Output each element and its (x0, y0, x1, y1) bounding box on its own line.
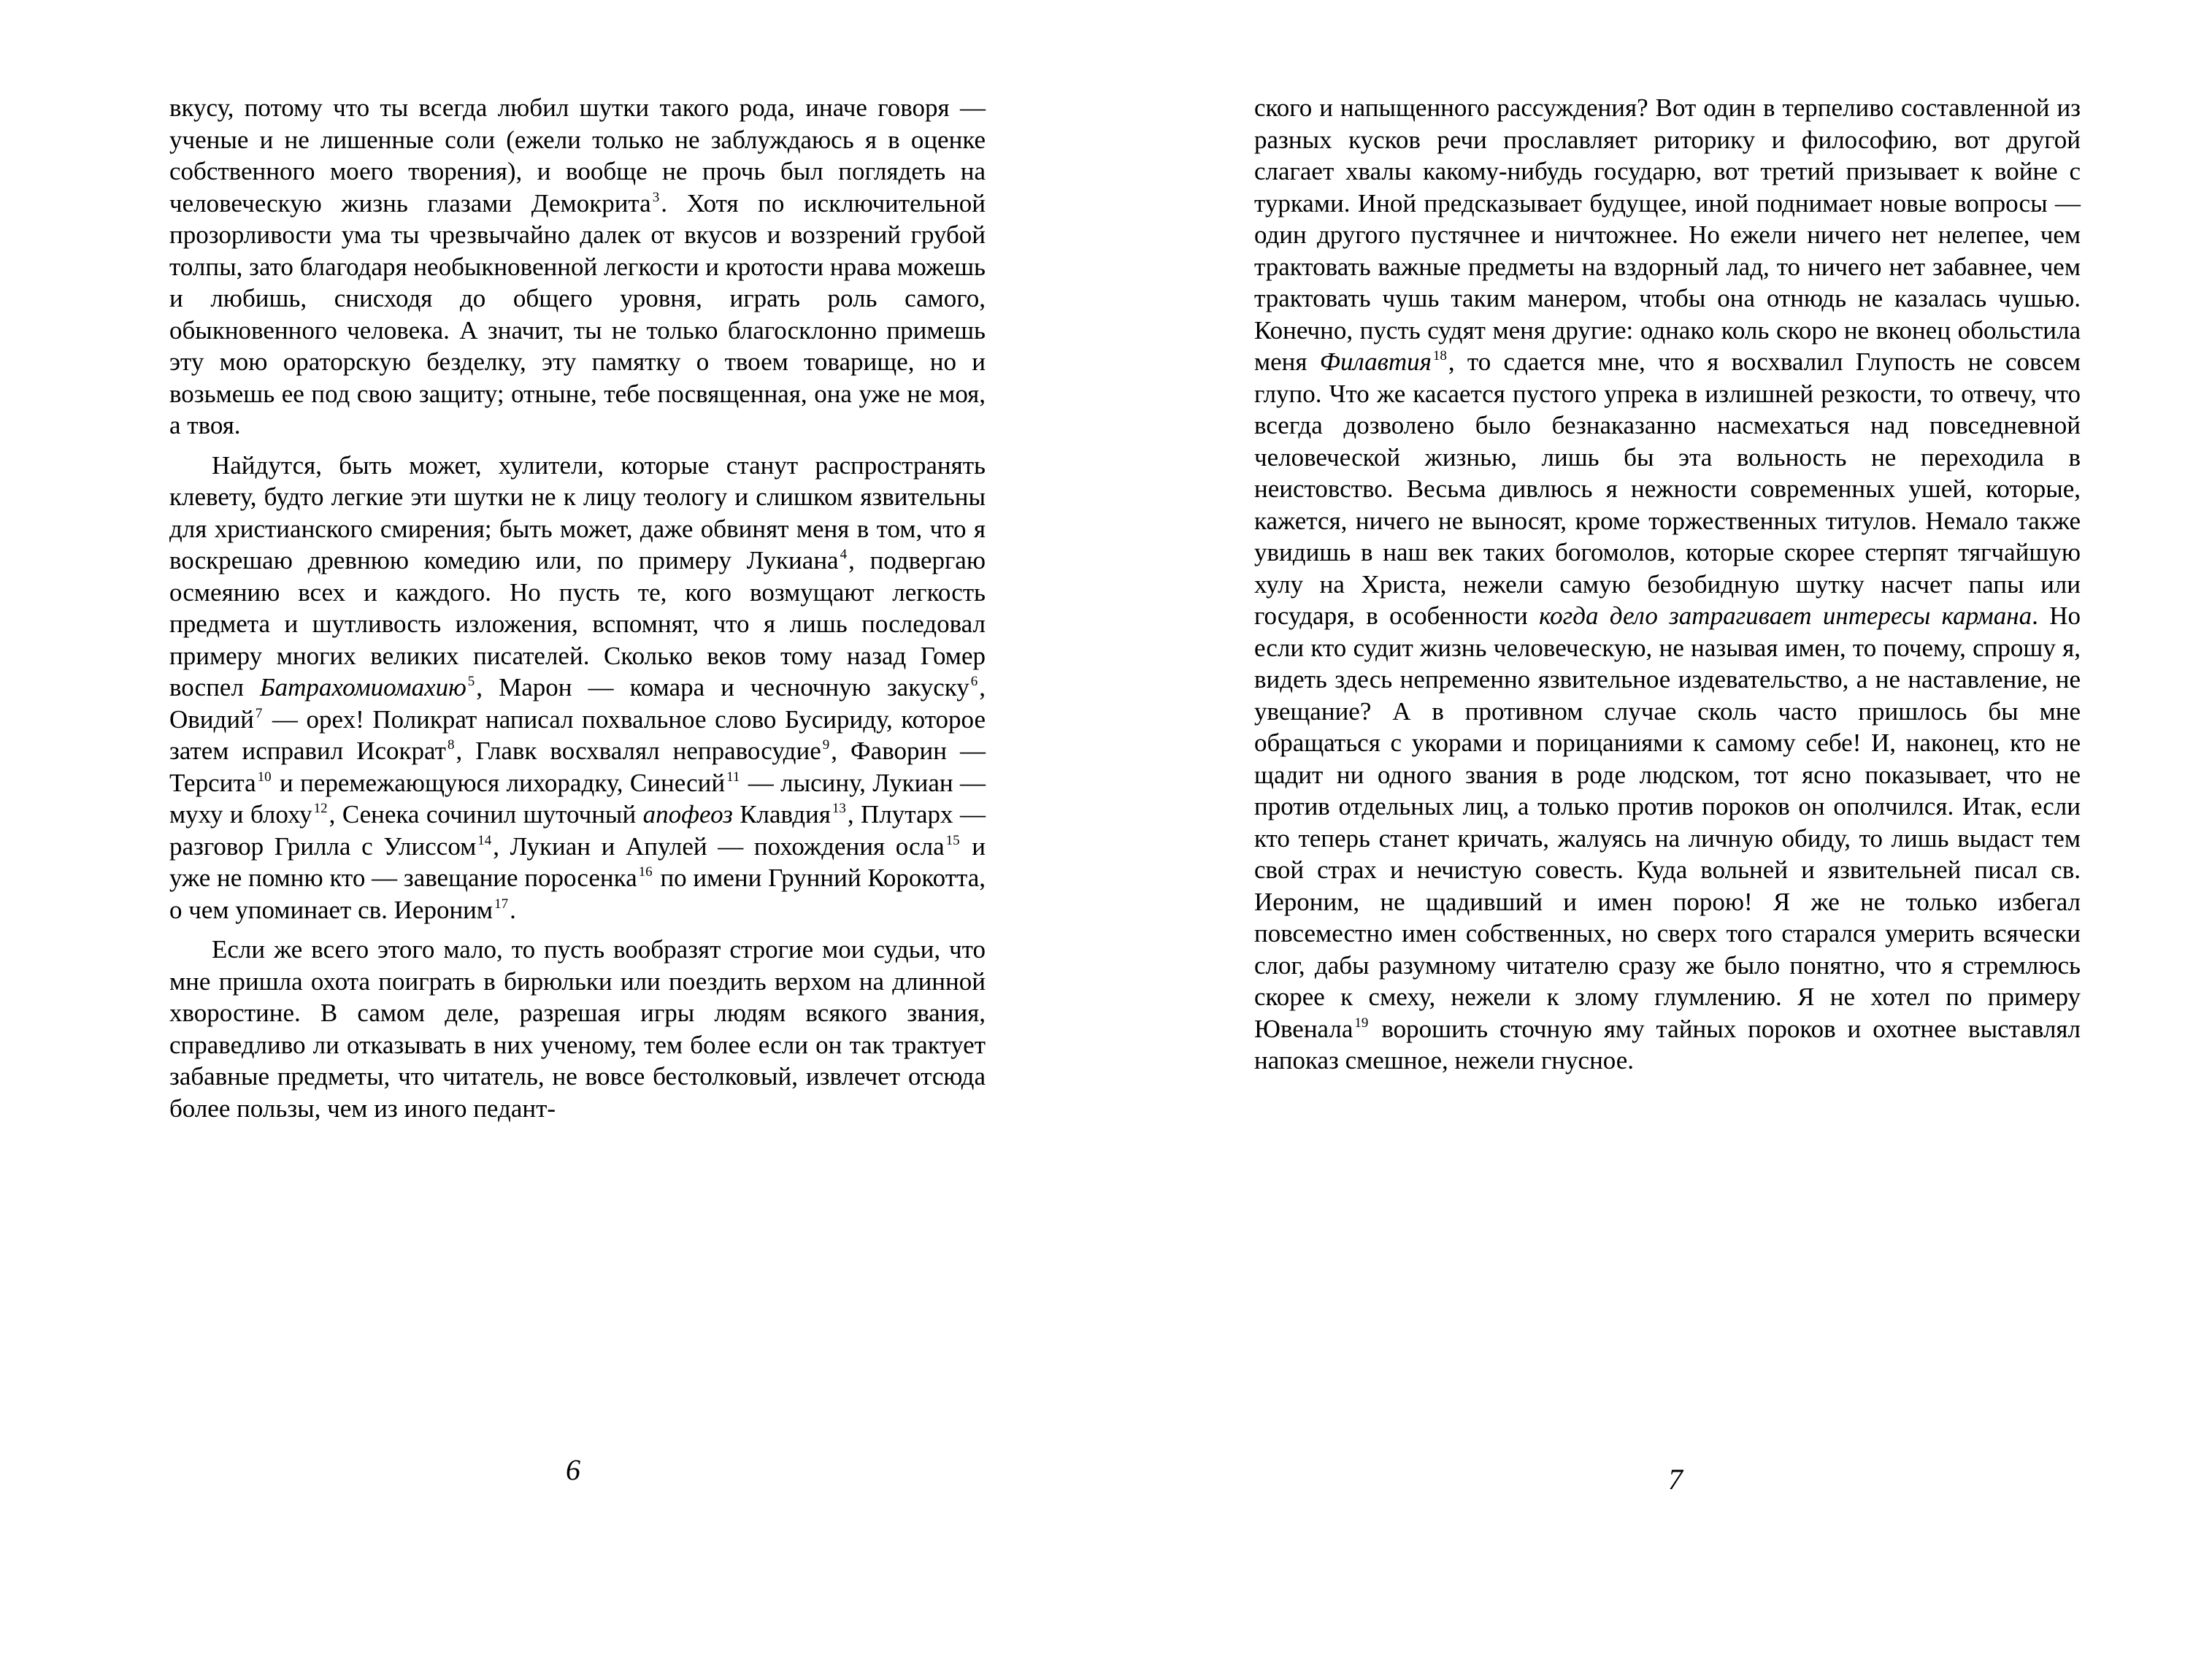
text-span: . Но если кто судит жизнь человеческую, не называя имен, то почему, спрошу я, видеть здесь непременно язвительное издевательство, а не наставление, не увещание? А в противном случае сколь часто пришлось бы мне обращаться с укорами и порицаниями к самому себе! И, наконец, кто не щадит ни одного звания в роде людском, тот ясно показывает, что не против отдельных лиц, а только против пороков он ополчился. Итак, если кто теперь станет кричать, жалуясь на личную обиду, то лишь выдаст тем свой страх и нечистую совесть. Куда вольней и язвительней писал св. Иероним, не щадивший и имен порою! Я же не только избегал повсеместно имен собственных, но сверх того старался умерить всячески слог, дабы разумному читателю сразу же было понятно, что я стремлюсь скорее к смеху, нежели к злому глумлению. Я не хотел по примеру Ювенала (1254, 601, 2081, 1043)
text-span: , подвергаю осмеянию всех и каждого. Но пусть те, кого возмущают легкость предмета и шутливость изложения, вспомнят, что я лишь последовал примеру многих великих писателей. Сколько веков тому назад Гомер воспел (169, 546, 986, 701)
italic-name: Филавтия (1319, 347, 1432, 376)
text-span: . (510, 895, 516, 924)
text-span: и перемежающуюся лихорадку, Синесий (272, 768, 726, 797)
footnote-ref: 19 (1354, 1015, 1369, 1031)
text-span: — лысину, Лукиан — муху и блоху (169, 768, 986, 829)
italic-word: апофеоз (642, 800, 733, 829)
right-paragraph-1 (1254, 92, 2081, 1077)
text-span: вкусу, потому что ты всегда любил шутки такого рода, иначе говоря — ученые и не лишенные соли (ежели только не заблуждаюсь я в оценке собственного моего творения), и вообще не прочь был поглядеть на человеческую жизнь глазами Демокрита (169, 93, 986, 218)
footnote-ref: 12 (313, 801, 328, 816)
right-page (1254, 92, 2081, 1077)
text-span: ворошить сточную яму тайных пороков и охотнее выставлял напоказ смешное, нежели гнусное. (1254, 1014, 2081, 1075)
footnote-ref: 7 (255, 705, 263, 721)
footnote-ref: 14 (477, 832, 492, 848)
text-span: по имени Грунний Корокотта, о чем упоминает св. Иероним (169, 864, 986, 924)
italic-phrase: когда дело затрагивает интересы кармана (1539, 601, 2032, 630)
footnote-ref: 11 (726, 769, 740, 785)
text-span: , то сдается мне, что я восхвалил Глупость не совсем глупо. Что же касается пустого упрека в излишней резкости, то отвечу, что всегда дозволено было безнаказанно насмехаться над повседневной человеческой жизнью, лишь бы эта вольность не переходила в неистовство. Весьма дивлюсь я нежности современных ушей, которые, кажется, ничего не выносят, кроме торжественных титулов. Немало также увидишь в наш век таких богомолов, которые скорее стерпят тягчайшую хулу на Христа, нежели самую безобидную шутку насчет папы или государя, в особенности (1254, 347, 2081, 630)
text-span: , Плутарх — разговор Грилла с Улиссом (169, 800, 986, 861)
text-span: , Овидий (169, 673, 986, 734)
footnote-ref: 8 (447, 737, 455, 753)
footnote-ref: 5 (467, 674, 475, 689)
text-span: Найдутся, быть может, хулители, которые станут распространять клевету, будто легкие эти шутки не к лицу теологу и слишком язвительны для христианского смирения; быть может, даже обвинят меня в том, что я воскрешаю древнюю комедию или, по примеру Лукиана (169, 450, 986, 574)
text-span: . Хотя по исключительной прозорливости ума ты чрезвычайно далек от вкусов и воззрений грубой толпы, зато благодаря необыкновенной легкости и кротости нрава можешь и любишь, снисходя до общего уровня, играть роль самого, обыкновенного человека. А значит, ты не только благосклонно примешь эту мою ораторскую безделку, эту памятку о твоем товарище, но и возьмешь ее под свою защиту; отныне, тебе посвященная, она уже не моя, а твоя. (169, 188, 986, 439)
text-span: , Главк восхвалял неправосудие (456, 737, 821, 765)
text-span: , Марон — комара и чесночную закуску (476, 673, 969, 701)
footnote-ref: 13 (832, 801, 846, 816)
text-span: , Сенека сочинил шуточный (329, 800, 643, 829)
footnote-ref: 6 (970, 674, 978, 689)
left-page-number: 6 (566, 1453, 580, 1486)
left-paragraph-2 (169, 450, 986, 926)
text-span: и уже не помню кто — завещание поросенка (169, 831, 986, 892)
text-span: , Лукиан и Апулей — похождения осла (493, 831, 945, 861)
text-span: ского и напыщенного рассуждения? Вот один в терпеливо составленной из разных кусков речи прославляет риторику и философию, вот другой слагает хвалы какому-нибудь государю, вот третий призывает к войне с турками. Иной предсказывает будущее, иной поднимает новые вопросы — один другого пустячнее и ничтожнее. Но ежели ничего нет нелепее, чем трактовать важные предметы на вздорный лад, то ничего нет забавнее, чем трактовать чушь таким манером, чтобы она отнюдь не казалась чушью. Конечно, пусть судят меня другие: однако коль скоро не вконец обольстила меня (1254, 93, 2081, 376)
right-page-number: 7 (1668, 1463, 1683, 1496)
footnote-ref: 16 (638, 864, 653, 880)
left-paragraph-3 (169, 934, 986, 1124)
footnote-ref: 18 (1432, 348, 1447, 364)
text-span: Если же всего этого мало, то пусть вообразят строгие мои судьи, что мне пришла охота поиграть в бирюльки или поездить верхом на длинной хворостине. В самом деле, разрешая игры людям всякого звания, справедливо ли отказывать в них ученому, тем более если он так трактует забавные предметы, что читатель, не вовсе бестолковый, извлечет отсюда более пользы, чем из иного педант- (169, 935, 986, 1123)
footnote-ref: 10 (257, 769, 272, 785)
footnote-ref: 15 (945, 832, 960, 848)
footnote-ref: 3 (652, 189, 660, 205)
text-span: , Фаворин — Терсита (169, 737, 986, 797)
left-paragraph-1 (169, 92, 986, 442)
text-span: Клавдия (732, 800, 831, 829)
left-page (169, 92, 986, 1124)
text-span: — орех! Поликрат написал похвальное слово Бусириду, которое затем исправил Исократ (169, 704, 986, 765)
footnote-ref: 9 (822, 737, 830, 753)
italic-title: Батрахомиомахию (259, 673, 466, 701)
footnote-ref: 4 (840, 547, 848, 562)
footnote-ref: 17 (494, 896, 509, 912)
